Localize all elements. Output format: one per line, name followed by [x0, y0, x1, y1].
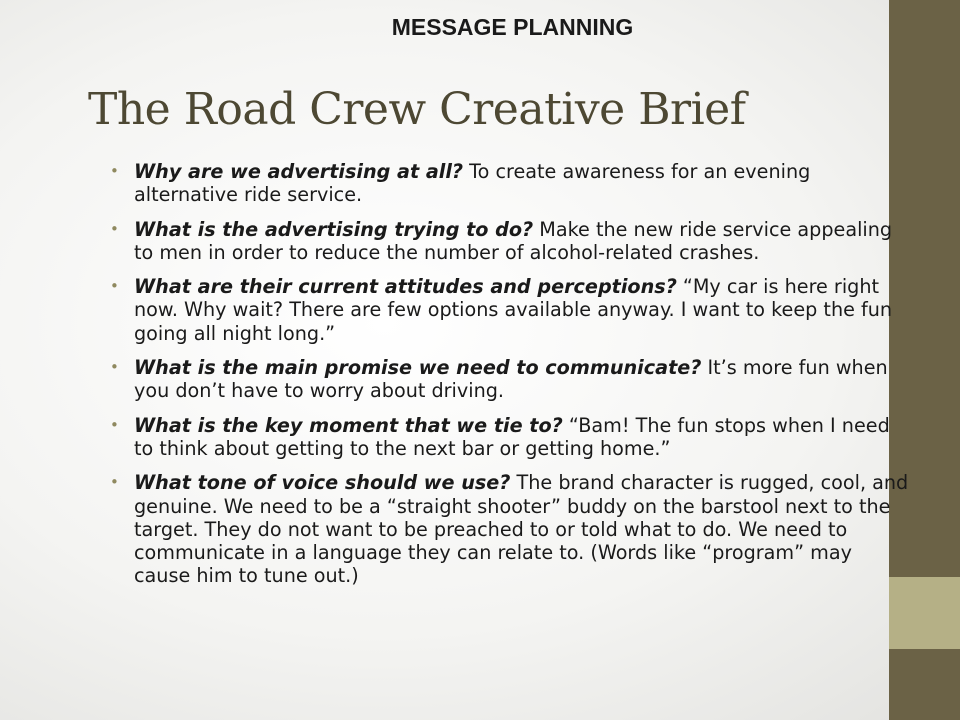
bullet-answer: The brand character is rugged, cool, and genuine. We need to be a “straight shooter” buddy on the barstool next to the target. They do not want to be preached to or told what to do. We need to communicate in a language they can relate to. (Words like “program” may cause him to tune out.): [134, 471, 909, 588]
header-label: MESSAGE PLANNING: [391, 14, 634, 40]
bullet-answer: “Bam! The fun stops when I need to think about getting to the next bar or getting home.”: [134, 413, 890, 460]
bullet-question: What are their current attitudes and perceptions?: [134, 275, 677, 299]
bullet-question: What tone of voice should we use?: [134, 471, 511, 495]
bullet-question: What is the main promise we need to communicate?: [134, 356, 702, 380]
bullet-icon: •: [110, 219, 119, 238]
bullet-question: What is the advertising trying to do?: [134, 217, 534, 241]
list-item: [108, 160, 913, 207]
bullet-answer: To create awareness for an evening alternative ride service.: [134, 160, 811, 207]
bullet-question: What is the key moment that we tie to?: [134, 413, 563, 437]
bullet-list: [108, 160, 913, 599]
bullet-icon: •: [110, 277, 119, 296]
bullet-icon: •: [110, 162, 119, 180]
bullet-icon: •: [110, 473, 119, 492]
bullet-question: Why are we advertising at all?: [134, 160, 464, 183]
bullet-icon: •: [110, 415, 119, 434]
slide-title: The Road Crew Creative Brief: [88, 84, 746, 135]
list-item: [108, 275, 913, 345]
list-item: [108, 356, 913, 403]
list-item: [108, 414, 913, 461]
sidebar-band-bottom: [889, 649, 960, 720]
bullet-answer: “My car is here right now. Why wait? There are few options available anyway. I want to keep the fun going all night long.”: [134, 275, 893, 345]
bullet-answer: It’s more fun when you don’t have to worry about driving.: [134, 356, 888, 403]
list-item: [108, 218, 913, 265]
list-item: [108, 471, 913, 587]
bullet-answer: Make the new ride service appealing to men in order to reduce the number of alcohol-related crashes.: [134, 217, 893, 264]
bullet-icon: •: [110, 358, 119, 377]
